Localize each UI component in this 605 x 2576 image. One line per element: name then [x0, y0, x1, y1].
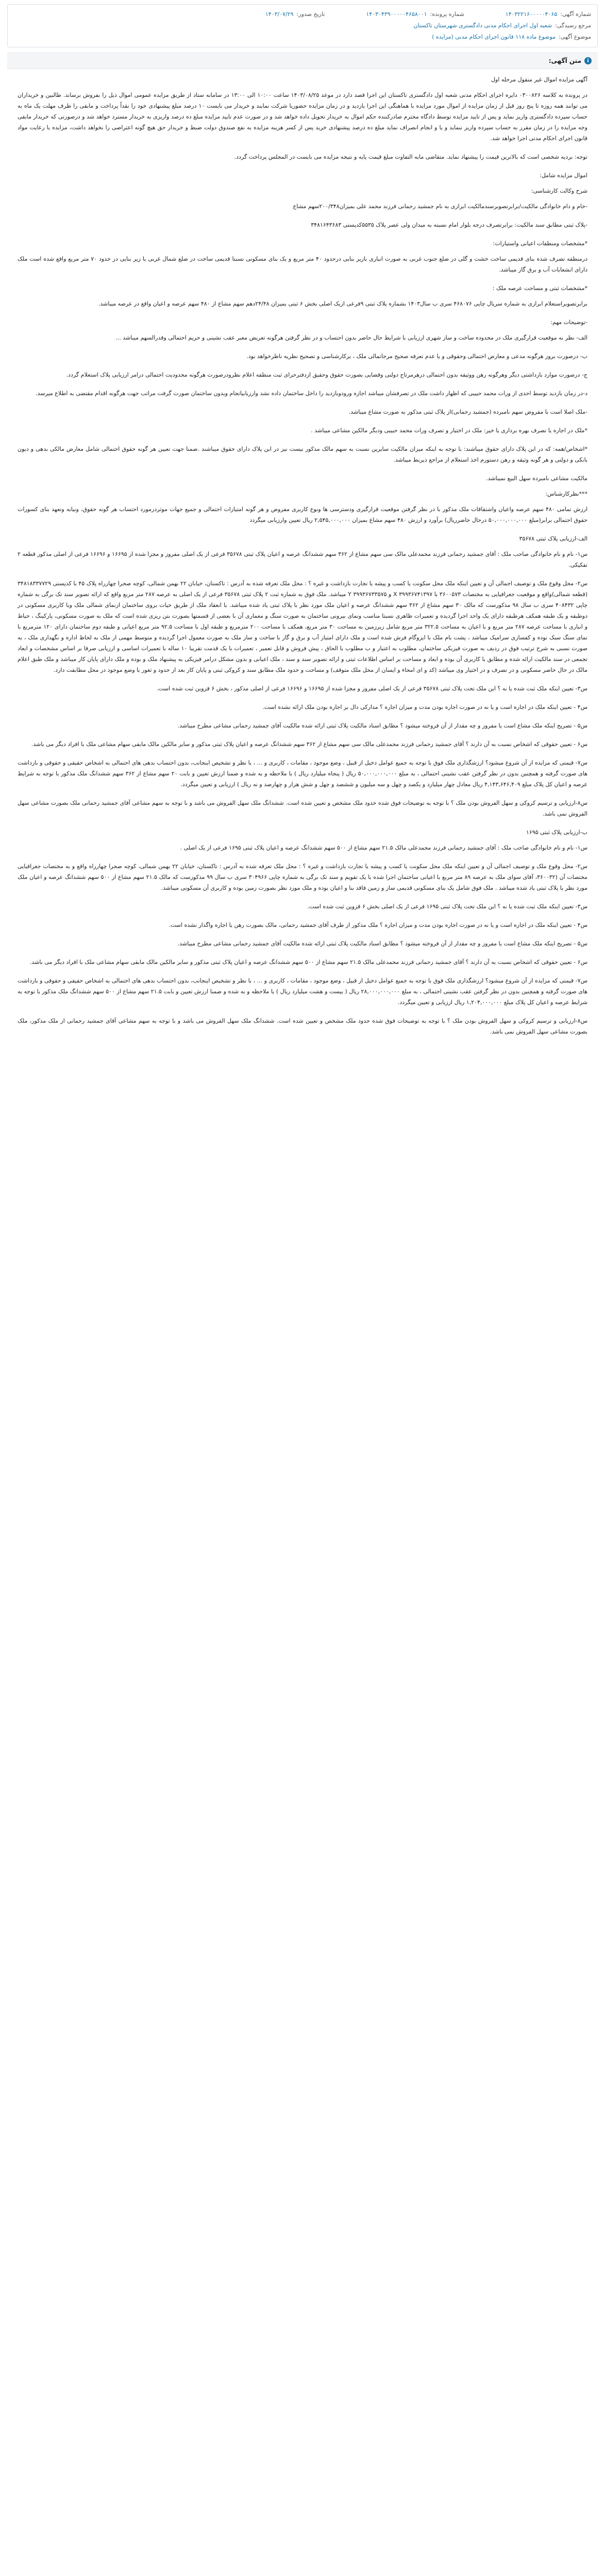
- ad-paragraph: س۲- محل وقوع ملک و توصیف اجمالی آن و تعیین اینکه ملک محل سکونت یا کسب و پیشه یا تجارت بازداشت و غیره ؟ : محل ملک تعرفه شده به آدرس : تاکستان، خیابان ۲۲ بهمن شمالی، کوچه صحرا چهارراه پلاک ۴۵ با کدپستی ۳۴۸۱۸۳۳۷۷۲۹ (قطعه شمالی)واقع و موقعیت جغرافیایی به مختصات ۳۶۰۰۵۷۳ با ۳۹۹۳۶۷۴۱۳۹۷ X و ۳۹۹۳۶۷۳۳۵۷۵ Y میباشد. ملک فوق به شماره ثبت ۲ پلاک ثبتی ۳۵۶۷۸ فرعی از یک اصلی به عرصه ۲۸۷ متر مربع واقع که ارائه تصویر سند تک برگی به شماره چاپی ۴۰۸۴۳۲ سری ب سال ۹۸ مذکورست که مالک ۳۰ سهم مشاع از ۳۶۲ سهم ششدانگ عرصه و اعیان ملک مورد نظر با پلاک ثبتی یاد شده میباشد. با انعقاد ملک از طریق حیات بروی ساختمان ازنمای شمالی ملک وبا کاربری مسکونی در دوطبقه و یک طبقه همکف هرطبقه دارای یک واحد اجرا گردیده و تعمیرات ظاهری نسبتا مناسب ونمای بیرونی ساختمان به صورت سنگ و معماری آن با بعضی از قسمتها بصورت بتن ریزی شده است که ملک به صورت مسکونی، پارکینگ ، حیاط و انباری با مساحت عرصه ۲۸۷ متر مربع و با اعیان به مساحت ۳۲۲.۵ متر مربع شامل زیرزمین به مساحت ۳۰ متر مربع، همکف با مساحت ۲۰۰ مترمربع و طبقه اول با مساحت ۹۲.۵ متر مربع اعیانی و طبقه دوم ساختمان دارای ۱۲۰ مترمربع با نمای سنگ سبک نوده و کفسازی سرامیک میباشد ، پشت بام ملک با ایزوگام فرش شده است و ملک دارای امتیاز آب و برق و گاز با ساخت و ساز ملک به صورت معمول اجرا گردیده و متوسط مهمی از ملک به لحاظ اداره و نگهداری ملک ، به صورت نسبی به شرح ترتیب فوق در ردیف به صورت فیزیکی ساختمان، مطلوب به اعتبار و ب مطلوب با الحاق ، پیش فروش و قابل تعمیر ، تعمیرات با یک قدمت تقریبا ۱۰ ساله با تعمیرات اساسی و ارزیابی صرفا بر اساس مشخصات و ابعاد تجمعی در سند مالکیت ارائه شده و مطابق با کاربری آن بوده و ابعاد و مساحت بر اساس اطلاعات ثبتی و ارائه تصویر سند و سند ، ملک اعیانی و بدون مشکل درامر فیزیکی به پیشنهاد ملک و بوده و ملک دارای پایان کار میباشد و ملک طبق اعلام مالک در حال حاضر مسکونی و در تصرف و در اختیار وی میباشد (کد و ای امحاء و ایسان از محل ملک متوقف) و مساحت و حدود ملک مطابق سند و کروکی ثبتی و پایان کار بعد از حدود و ثغور با وضع موجود در محل مطابقت دارد.: [18, 580, 588, 673]
- ad-paragraph: اموال مزایده شامل:: [540, 172, 587, 179]
- ad-paragraph: برابرتصوبراستعلام ابرازی به شماره سریال چاپی ۴۶۸۰۷۶ سری ب سال۱۴۰۳ بشماره پلاک ثبتی ۹فرعی ازیک اصلی بخش ۶ ثبتی بمیزان ۲۴/۴۸دهم سهم مشاع از ۴۸۰ سهم عرصه و اعیان واقع در عرصه میباشد.: [98, 300, 587, 307]
- ad-paragraph: -توضیحات مهم:: [550, 319, 587, 326]
- ad-paragraph: س۳- تعیین اینکه ملک ثبت شده یا نه ؟ این ملک تحت پلاک ثبتی ۱۶۹۵ فرعی از یک اصلی بخش ۶ قزوین ثبت شده است.: [307, 903, 587, 910]
- ad-body: [7, 69, 598, 1037]
- ad-paragraph: س۴ - تعیین اینکه ملک در اجاره است و یا نه در صورت اجاره بودن مدت و میزان اجاره ؟ ملک مذکور از طرف آقای جمشید رحمانی، مالک بصورت رهن یا اجاره واگذار نشده است.: [169, 922, 587, 928]
- ad-number: شماره آگهی:۱۴۰۳۲۲۱۶۰۰۰۰۰۴۰۶۵: [505, 11, 591, 18]
- ad-meta-row: [14, 9, 591, 20]
- ad-paragraph: د-در زمان بازدید توسط احدی از ورات محمد حبیبی که اظهار داشت ملک در تصرفشان میباشد اجازه ورودوبازدید را داخل ساختمان داده نشد وارزیابیاتجام وبدون ساختمان صورت گرفت مراتب جهت هرگونه اقدام مقتضی به اطلاع میرسد.: [36, 390, 587, 397]
- ad-paragraph: س۱- نام و نام خانوادگی صاحب ملک : آقای جمشید رحمانی فرزند محمدعلی مالک ۲۱.۵ سهم مشاع از ۵۰۰ سهم ششدانگ عرصه و اعیان پلاک ثبتی ۱۶۹۵ فرعی از یک اصلی .: [180, 844, 587, 851]
- ad-paragraph: س۵ - تصریح اینکه ملک مشاع است یا مفروز و چه مقدار از آن فروخته میشود ؟ مطابق اسناد مالکیت پلاک ثبتی ارائه شده مالکیت آقای جمشید رحمانی مشاعی مطرح میباشد.: [177, 940, 587, 947]
- ad-paragraph: س۴ - تعیین اینکه ملک در اجاره است و یا نه در صورت اجاره بودن مدت و میزان اجاره ؟ مدارکی دال بر اجاره بودن ملک ارائه نشده است.: [262, 704, 587, 710]
- ad-paragraph: س۸-ارزیابی و ترسیم کروکی و سهل الفروش بودن ملک ؟ با توجه به توضیحات فوق شده حدود ملک مشخص و تعیین شده است. ششدانگ ملک سهل الفروش می باشد و با توجه به سهم مشاعی آقای جمشید رحمانی از ملک مذکور، ملک بصورت مشاعی سهل الفروش نمی باشد.: [18, 1018, 587, 1035]
- ad-paragraph: *ملک در اجاره یا تصرف بهره برداری یا خیر: ملک در اختیار و تصرف ورات محمد حبیبی ودیگر مالکین مشاعی میباشد .: [311, 427, 587, 434]
- ad-paragraph: مالکیت مشاعی نامبرده سهل البیع نمیباشد.: [486, 475, 587, 482]
- ad-paragraph: س۲- محل وقوع ملک و توصیف اجمالی آن و تعیین اینکه ملک محل سکونت یا کسب و پیشه یا تجارت بازداشت و غیره ؟ : محل ملک تعرفه شده به آدرس : تاکستان، خیابان ۲۲ بهمن شمالی، کوچه صحرا چهارراه واقع و به مختصات جغرافیایی مختصات آن (۳۶۰۰۳۲، آقای سوای ملک به عرصه ۸۹ متر مربع با اعیانی ساختمان اجرا شده با یک تقویم و سند تک برگی به شماره چاپی ۳۰۴۹۶۶ سری ب سال ۹۹ مذکورست که مالک ۲۱.۵ سهم مشاع از ۵۰۰ سهم ششدانگ عرصه و اعیان ملک مورد نظر با پلاک ثبتی یاد شده میباشد . ملک فوق شامل یک بنای مسکونی قدیمی ساز و زمین فاقد بنا و اعیان بوده و ملک مورد نظر بصورت زمین بوده و کاربری آن مسکونی میباشد.: [18, 863, 587, 891]
- info-icon: i: [584, 57, 592, 64]
- ad-paragraph: ب-ارزیابی پلاک ثبتی ۱۶۹۵: [526, 829, 587, 836]
- ad-subject: موضوع آگهی:موضوع ماده ۱۱۸ قانون اجرای احکام مدنی (مزایده ): [432, 33, 591, 40]
- ad-paragraph: -ملک اصلا است با مفروض سهم نامبرده (جمشید رحمانی)از پلاک ثبتی مذکور به صورت مشاع میباشد.: [348, 409, 587, 415]
- ad-paragraph: در پرونده به کلاسه ۰۳۰۰۸۲۶ دایره اجرای احکام مدنی شعبه اول دادگستری تاکستان این اجرا قصد دارد در موعد ۱۴۰۳/۰۸/۲۵ ساعت ۱۰:۰۰ الی ۱۳:۰۰ در سامانه ستاد از طریق مزایده عمومی اموال ذیل را بفروش برساند. طالبین و خریداران می توانند همه روزه تا پنج روز قبل از زمان مزایده از اموال مورد مزایده با هماهنگی این اجرا بازدید و در زمان مزایده حضوریا شرکت نمایند و خریدار می بایست ۱۰ درصد مبلغ پیشنهادی خود را نقداً پرداخت و مابقی را ظرف مهلت یک ماه به حساب سپرده دادگستری واریز نماید و پس از تایید مزایده توسط دادگاه محترم صادرکننده حکم اموال به خریدار تحویل داده خواهد شد و در صورت عدم تایید مزایده مبلغ ده درصد واریزی به خریدار مسترد خواهد شد و درصورتی که خریدار مابقی وجه مزایده را در زمان مقرر به حساب سپرده واریز ننماید و یا و انجام انصراف نماید مبلغ ده درصد پیشنهادی خرید پس از کسر هزینه مزایده به نفع صندوق دولت ضبط و خریدار حق هیچ گونه اعتراضی را نخواهد داشت، مزایده با رعایت مواد قانون اجرای احکام مدنی اجرا خواهد شد.: [18, 92, 588, 142]
- ad-paragraph: ارزش تمامی ۴۸۰ سهم عرصه واعیان واشتقاقات ملک مذکور با در نظر گرفتن موقعیت قرارگیری ودسترسی ها ونوع کاربری مفروض و هر گونه امتیازات احتمالی و جمیع جهات موثردرمورد احتساب هر گونه حقوق، ونیابه وتعهد بنای کسورات حقوق احتمالی برابر(مبلغ ۵۰,۰۰۰,۰۰۰,۰۰۰ درحال حاضرریال) برآورد و ارزش ۴۸۰ سهم مشاع بمیزان ۲,۵۴۵,۰۰۰,۰۰۰ ریال تعیین وارزیابی میگردد: [18, 506, 588, 523]
- ad-paragraph: س۶ - تعیین حقوقی که اشخاص نسبت به آن دارند ؟ آقای جمشید رحمانی فرزند محمدعلی مالک سی سهم مشاع از ۳۶۲ سهم ششدانگ عرصه و اعیان پلاک ثبتی مذکور و سایر مالکین مالک مابقی سهام مشاعی ملک با افراد دیگر می باشد.: [31, 741, 587, 748]
- ad-paragraph: درمنطقه تصرف شده بنای قدیمی ساخت خشت و گلی در ضلع جنوب غربی به صورت انباری بازیر بنایی درحدود ۴۰ متر مربع و یک بنای مسکونی نسبتا قدیمی ساخت در ضلع شمال غربی با زیر بنایی در حدود ۷۰ متر مربع واقع شده است ملک دارای انشعابات آب و برق گاز میباشد.: [18, 256, 587, 273]
- ad-text-header: [7, 53, 598, 69]
- issue-date: تاریخ صدور:۱۴۰۳/۰۷/۲۹: [265, 11, 325, 18]
- ad-paragraph: *مشخصات ومنطقات اعیانی واستیارات:: [493, 240, 587, 247]
- ad-paragraph: س۸-ارزیابی و ترسیم کروکی و سهل الفروش بودن ملک ؟ با توجه به توضیحات فوق شده حدود ملک مشخص و تعیین شده است. ششدانگ ملک سهل الفروش می باشد و با توجه به سهم مشاعی آقای جمشید رحمانی ملک بصورت مشاعی سهل الفروش نمی باشد.: [18, 800, 587, 817]
- ad-paragraph: س۷- قیمتی که مزایده از آن شروع میشود؟ ارزشگذاری ملک فوق با توجه به جمیع عوامل دخیل از قبیل ، وضع موجود ، مقامات ، کاربری و ... ، با نظر و تشخیص اینجانب، بدون احتساب بدهی های احتمالی به اشخاص حقیقی و حقوقی و بازداشت های صورت گرفته و همچنین بدون در نظر گرفتن عقب نشینی احتمالی ، به مبلغ ۵۰,۰۰۰,۰۰۰,۰۰۰ ریال ( پنجاه میلیارد ریال ) با ملاحظه و به شده و ضمنا ارزش تعیین و بابت ۲۰ سهم مشاع از ۳۶۲ سهم ششدانگ ملک مذکور با توجه به شرایط عرصه و اعیان کل پلاک مبلغ ۴,۱۴۳,۶۴۶,۴۰۹ ریال معادل چهار میلیارد و یکصد و چهل و سه میلیون و ششصد و چهل و شش هزار و چهارصد و نه ریال ) ارزیابی و تعیین میگردد.: [18, 759, 587, 788]
- ad-paragraph: توجه: بردیه شخصی است که بالاترین قیمت را پیشنهاد نماید. متقاضی مابه التفاوت مبلغ قیمت پایه و نتیجه مزایده می بایست در المجلس پرداخت گردد.: [234, 154, 587, 160]
- ad-paragraph: ب- درصورت بروز هرگونه مدعی و معارض احتمالی وحقوقی و یا عدم تعرفه صحیح مرجاتمالی ملک ، برکارشناسی و تصحیح نظریه ناظرخواهد بود.: [246, 353, 587, 360]
- ad-paragraph: س۵ - تصریح اینکه ملک مشاع است یا مفروز و چه مقدار از آن فروخته میشود ؟ مطابق اسناد مالکیت پلاک ثبتی ارائه شده مالکیت آقای جمشید رحمانی مشاعی مطرح میباشد.: [177, 722, 587, 729]
- ad-paragraph: س۶ - تعیین حقوقی که اشخاص نسبت به آن دارند ؟ آقای جمشید رحمانی فرزند محمدعلی مالک ۲۱.۵ سهم مشاع از ۵۰۰ سهم ششدانگ عرصه و اعیان پلاک ثبتی مذکور و سایر مالکین مالک مابقی سهام مشاعی ملک با افراد دیگر می باشد.: [29, 959, 587, 965]
- ad-text-title: متن آگهی:: [548, 57, 581, 64]
- ad-paragraph: شرح وکالت کارشناسی:: [531, 188, 587, 194]
- ad-paragraph: -خام و دام خانوادگی مالکیت/برابرتصوبرسندمالکیت ابرازی به نام جمشید رحمانی فرزند محمد علی بمیزان۲۰۰/۳۴۸سهم مشاع: [293, 203, 587, 210]
- ad-paragraph: -پلاک ثبتی مطابق سند مالکیت: برابرتصرف درجه بلوار امام نسبته به میدان ولی عصر پلاک ۵۵۳۵کدپستی ۳۴۸۱۶۴۳۶۸۳: [311, 222, 587, 228]
- ad-meta-box: [7, 4, 598, 47]
- ad-paragraph: الف- نظر به موقعیت قرارگیری ملک در محدوده ساخت و ساز شهری ارزیابی با شرایط حال حاضر بدون احتساب و در نظر گرفتن هرگونه تعریض معبر عقب نشینی و حریم احتمالی وقدرالسهم میباشد ...: [115, 334, 587, 341]
- reference-org: مرجع رسیدگی:شعبه اول اجرای احکام مدنی دادگستری شهرستان تاکستان: [413, 22, 591, 29]
- ad-paragraph: ج- درصورت موارد بازداشتی دیگر وهرگونه رهن ووثیقه بدون احتمالی درهرمرتاج دولتی وقضایی بصورت حقوق وحقیق ازدفترحرای ثبت منطقه اعلام نظرودرصورت هرگونه محدودیت احتمالی درامر ارزیابی پلاک استعلام گردد.: [66, 371, 587, 378]
- ad-paragraph: ***نظرکارشناس:: [545, 490, 587, 497]
- ad-paragraph: س۱- نام و نام خانوادگی صاحب ملک : آقای جمشید رحمانی فرزند محمدعلی مالک سی سهم مشاع از ۳۶۲ سهم ششدانگ عرصه و اعیان پلاک ثبتی ۳۵۶۷۸ فرعی از یک اصلی مفروز و مجزا شده از ۱۶۶۹۵ و ۱۶۶۹۶ فرعی از اصلی مذکور قطعه ۲ تفکیکی.: [18, 551, 587, 568]
- ad-paragraph: *اشخاص/همه: که در این پلاک دارای حقوق میباشند: با توجه به اینکه میزان مالکیت سایرین نسبت به سهم مالک مذکور نیست نیز در این پلاک دارای حقوق میباشند .ضمنا جهت تعیین هر گونه حقوق احتمالی شامل معارض مالکی بدهی و دیون بانکی و دولتی و هر گونه وثیقه و رهن دستورم اخذ استعلام از مراجع ذیربط میباشد.: [18, 446, 587, 463]
- ad-paragraph: آگهی مزایده اموال غیر منقول مرحله اول: [491, 76, 587, 83]
- ad-paragraph: س۷- قیمتی که مزایده از آن شروع میشود؟ ارزشگذاری ملک فوق با توجه به جمیع عوامل دخیل از قبیل ، وضع موجود ، مقامات ، کاربری و ... ، با نظر و تشخیص اینجانب، بدون احتساب بدهی های احتمالی به اشخاص حقیقی و حقوقی و بازداشت های صورت گرفته و همچنین بدون در نظر گرفتن عقب نشینی احتمالی ، به مبلغ ۲۸,۰۰۰,۰۰۰,۰۰۰ ریال ( بیست و هشت میلیارد ریال ) با ملاحظه و به شده و ضمنا ارزش تعیین و بابت ۲۱.۵ سهم مشاع از ۵۰۰ سهم ششدانگ ملک مذکور با توجه به شرایط عرصه و اعیان کل پلاک مبلغ ۱,۲۰۴,۰۰۰,۰۰۰ ریال ارزیابی و تعیین میگردد.: [18, 977, 587, 1006]
- case-number: شماره پرونده:۱۴۰۳۰۴۳۹۰۰۰۰۰۴۶۵۸۰۰۱: [366, 11, 464, 18]
- ad-paragraph: *مشخصات ثبتی و مساحت عرصه ملک :: [492, 285, 587, 292]
- ad-paragraph: س۳- تعیین اینکه ملک ثبت شده یا نه ؟ این ملک تحت پلاک ثبتی ۳۵۶۷۸ فرعی از یک اصلی مفروز و مجزا شده از ۱۶۶۹۵ و ۱۶۶۹۶ فرعی از اصلی مذکور ، بخش ۶ قزوین ثبت شده است.: [156, 685, 587, 692]
- ad-paragraph: الف-ارزیابی پلاک ثبتی ۳۵۶۷۸: [519, 535, 587, 542]
